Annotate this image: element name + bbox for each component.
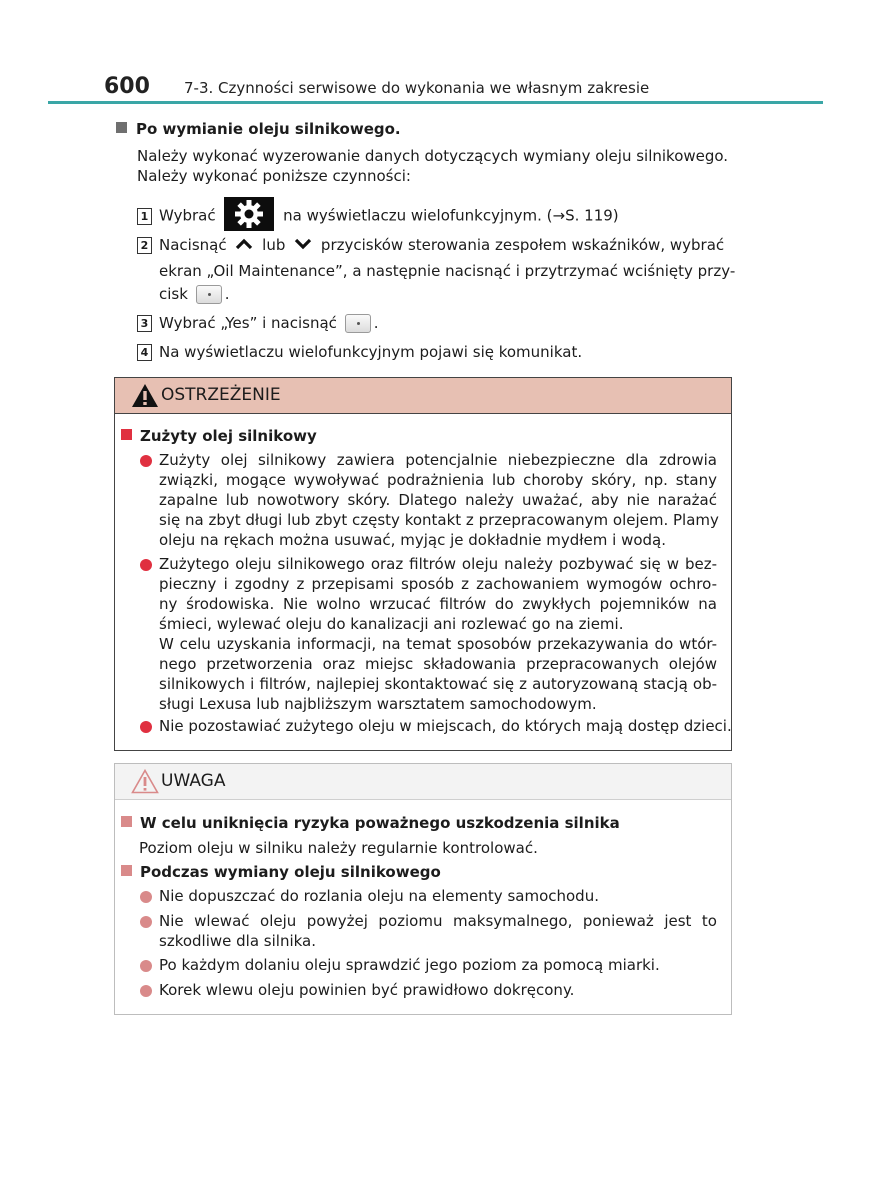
note-label: UWAGA [161, 771, 226, 791]
gray-square-bullet-icon [116, 122, 127, 133]
red-bullet-icon [140, 455, 152, 467]
intro-line-2: Należy wykonać poniższe czynności: [137, 167, 411, 185]
step-number: 4 [137, 344, 152, 361]
caution-triangle-icon [131, 769, 159, 794]
step-1: 1 Wybrać na wyświetlaczu wielofunkcyjnym. (→S. 119) [137, 199, 619, 233]
note-heading-2: Podczas wymiany oleju silnikowego [121, 862, 441, 882]
warning-bullet-1: Zużyty olej silnikowy zawiera potencjalnie niebezpieczne dla zdrowia związki, mogące wywoływać podrażnienia lub choroby skóry, np. stany zapalne lub nowotwory skóry. Dlatego należy uważać, aby nie narażać się na zbyt długi lub zbyt częsty kontakt z przepracowanym olejem. Plamy oleju na rękach można usuwać, myjąc je dokładnie mydłem i wodą. [159, 451, 719, 549]
ok-button-icon [196, 285, 222, 304]
gear-icon [224, 197, 274, 231]
step-number: 1 [137, 208, 152, 225]
note-box [114, 763, 732, 1015]
note-paragraph-1: Poziom oleju w silniku należy regularnie kontrolować. [139, 839, 538, 857]
chevron-down-icon [293, 236, 313, 256]
step-2-line-3: cisk . [159, 285, 230, 303]
red-bullet-icon [140, 721, 152, 733]
warning-bullet-3: Nie pozostawiać zużytego oleju w miejscach, do których mają dostęp dzieci. [159, 717, 732, 735]
section-title: Po wymianie oleju silnikowego. [136, 120, 401, 138]
red-square-bullet-icon [121, 429, 132, 440]
pink-bullet-icon [140, 916, 152, 928]
note-bullet-1: Nie dopuszczać do rozlania oleju na elementy samochodu. [159, 887, 599, 905]
ok-button-icon [345, 314, 371, 333]
step-3: 3 Wybrać „Yes” i nacisnąć . [137, 313, 378, 333]
chapter-title: 7-3. Czynności serwisowe do wykonania we własnym zakresie [184, 79, 650, 97]
warning-box [114, 377, 732, 751]
chevron-up-icon [234, 236, 254, 256]
note-heading-1: W celu uniknięcia ryzyka poważnego uszkodzenia silnika [121, 813, 620, 833]
pink-bullet-icon [140, 960, 152, 972]
warning-heading: Zużyty olej silnikowy [121, 426, 317, 446]
intro-line-1: Należy wykonać wyzerowanie danych dotyczących wymiany oleju silnikowego. [137, 147, 729, 165]
step-4: 4 Na wyświetlaczu wielofunkcyjnym pojawi się komunikat. [137, 342, 582, 362]
note-header [115, 764, 731, 800]
step-2: 2 Nacisnąć lub przycisków sterowania zespołem wskaźników, wybrać [137, 235, 724, 256]
warning-header [115, 378, 731, 414]
pink-bullet-icon [140, 891, 152, 903]
warning-label: OSTRZEŻENIE [161, 385, 281, 405]
pink-square-bullet-icon [121, 816, 132, 827]
section-heading [116, 119, 401, 139]
warning-triangle-icon [131, 383, 159, 408]
note-bullet-3: Po każdym dolaniu oleju sprawdzić jego poziom za pomocą miarki. [159, 956, 660, 974]
note-bullet-4: Korek wlewu oleju powinien być prawidłowo dokręcony. [159, 981, 575, 999]
page-number: 600 [104, 74, 150, 99]
note-bullet-2: Nie wlewać oleju powyżej poziomu maksymalnego, ponieważ jest to szkodliwe dla silnika. [159, 912, 717, 950]
red-bullet-icon [140, 559, 152, 571]
step-number: 3 [137, 315, 152, 332]
pink-bullet-icon [140, 985, 152, 997]
step-2-line-2: ekran „Oil Maintenance”, a następnie nacisnąć i przytrzymać wciśnięty przy- [159, 262, 736, 280]
page-header [104, 74, 824, 104]
warning-bullet-2: Zużytego oleju silnikowego oraz filtrów oleju należy pozbywać się w bez- pieczny i zgodny z przepisami sposób z zachowaniem wymogów ochro- ny środowiska. Nie wolno wrzucać filtrów do zwykłych pojemników na śmieci, wylewać oleju do kanalizacji ani rozlewać go na ziemi. W celu uzyskania informacji, na temat sposobów przekazywania do wtór- nego przetworzenia oraz miejsc składowania przepracowanych olejów silnikowych i filtrów, najlepiej skontaktować się z autoryzowaną stacją ob- sługi Lexusa lub najbliższym warsztatem samochodowym. [159, 555, 717, 713]
step-number: 2 [137, 237, 152, 254]
header-rule [48, 101, 823, 104]
pink-square-bullet-icon [121, 865, 132, 876]
